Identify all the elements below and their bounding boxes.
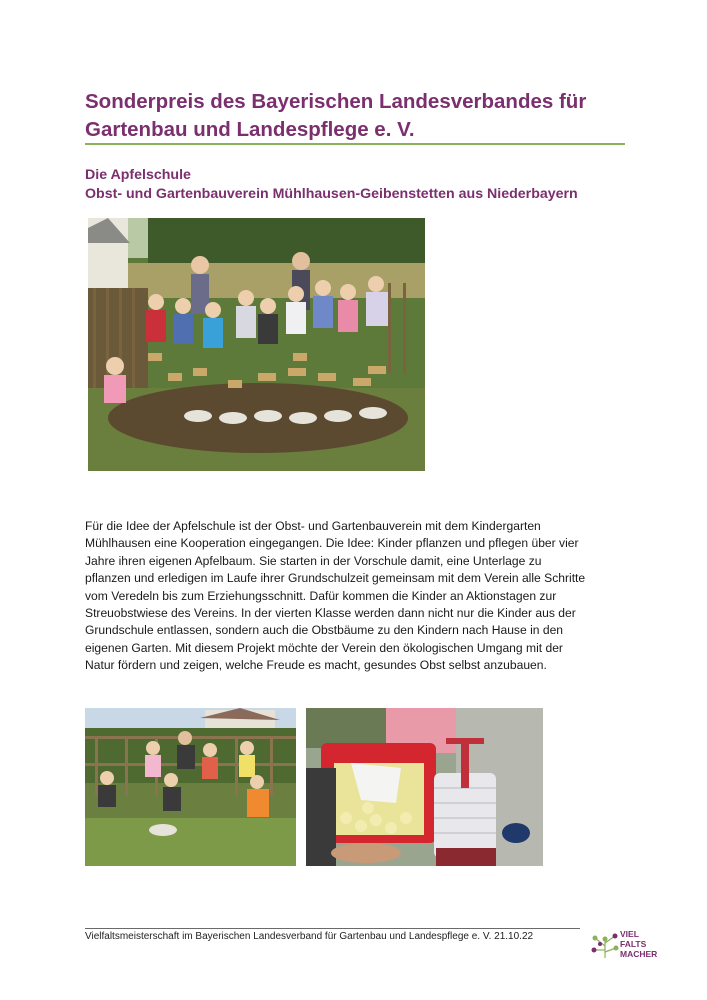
- section-heading: [85, 166, 665, 204]
- photo-apple-press: [306, 708, 543, 866]
- page-title: Sonderpreis des Bayerischen Landesverbandes für Gartenbau und Landespflege e. V.: [85, 90, 587, 141]
- body-line: Streuobstwiese des Vereins. In der vierten Klasse werden dann nicht nur die Kinder aus der: [85, 606, 576, 621]
- body-line: Natur fördern und zeigen, welche Freude es macht, gesundes Obst selbst anzubauen.: [85, 658, 547, 673]
- body-line: Für die Idee der Apfelschule ist der Obst- und Gartenbauverein mit dem Kindergarten: [85, 519, 541, 533]
- body-paragraph: [85, 518, 640, 675]
- body-line: vom Veredeln bis zum Erziehungsschnitt. Dafür kommen die Kinder an Aktionstagen zur: [85, 588, 557, 603]
- project-name: Die Apfelschule: [85, 167, 191, 183]
- logo-text-line: MACHER: [620, 949, 658, 959]
- body-line: eigenen Garten. Mit diesem Projekt möchte der Verein den ökologischen Umgang mit der: [85, 640, 563, 655]
- logo-tree-icon: [590, 928, 620, 960]
- body-line: Mühlhausen eine Kooperation eingegangen. Die Idee: Kinder pflanzen und pflegen über vier: [85, 536, 579, 551]
- vielfaltsmacher-logo: [590, 928, 660, 968]
- logo-text-line: FALTS: [620, 939, 647, 949]
- logo-text-line: VIEL: [620, 929, 639, 939]
- footer-divider: [85, 928, 580, 929]
- body-line: Jahre ihren eigenen Apfelbaum. Sie starten in der Vorschule damit, eine Unterlage zu: [85, 553, 542, 568]
- club-name: Obst- und Gartenbauverein Mühlhausen-Geibenstetten aus Niederbayern: [85, 186, 578, 202]
- photo-children-gardening: [85, 708, 296, 866]
- body-line: pflanzen und erledigen im Laufe ihrer Grundschulzeit gemeinsam mit dem Verein alle Schritte: [85, 571, 586, 586]
- body-line: Grundschule entlassen, sondern auch die Obstbäume zu den Kindern nach Hause in den: [85, 623, 564, 638]
- footer-text: Vielfaltsmeisterschaft im Bayerischen Landesverband für Gartenbau und Landespflege e. V. 21.10.22: [85, 931, 534, 942]
- title-divider: [85, 143, 625, 145]
- main-photo-children-saplings: [88, 218, 425, 471]
